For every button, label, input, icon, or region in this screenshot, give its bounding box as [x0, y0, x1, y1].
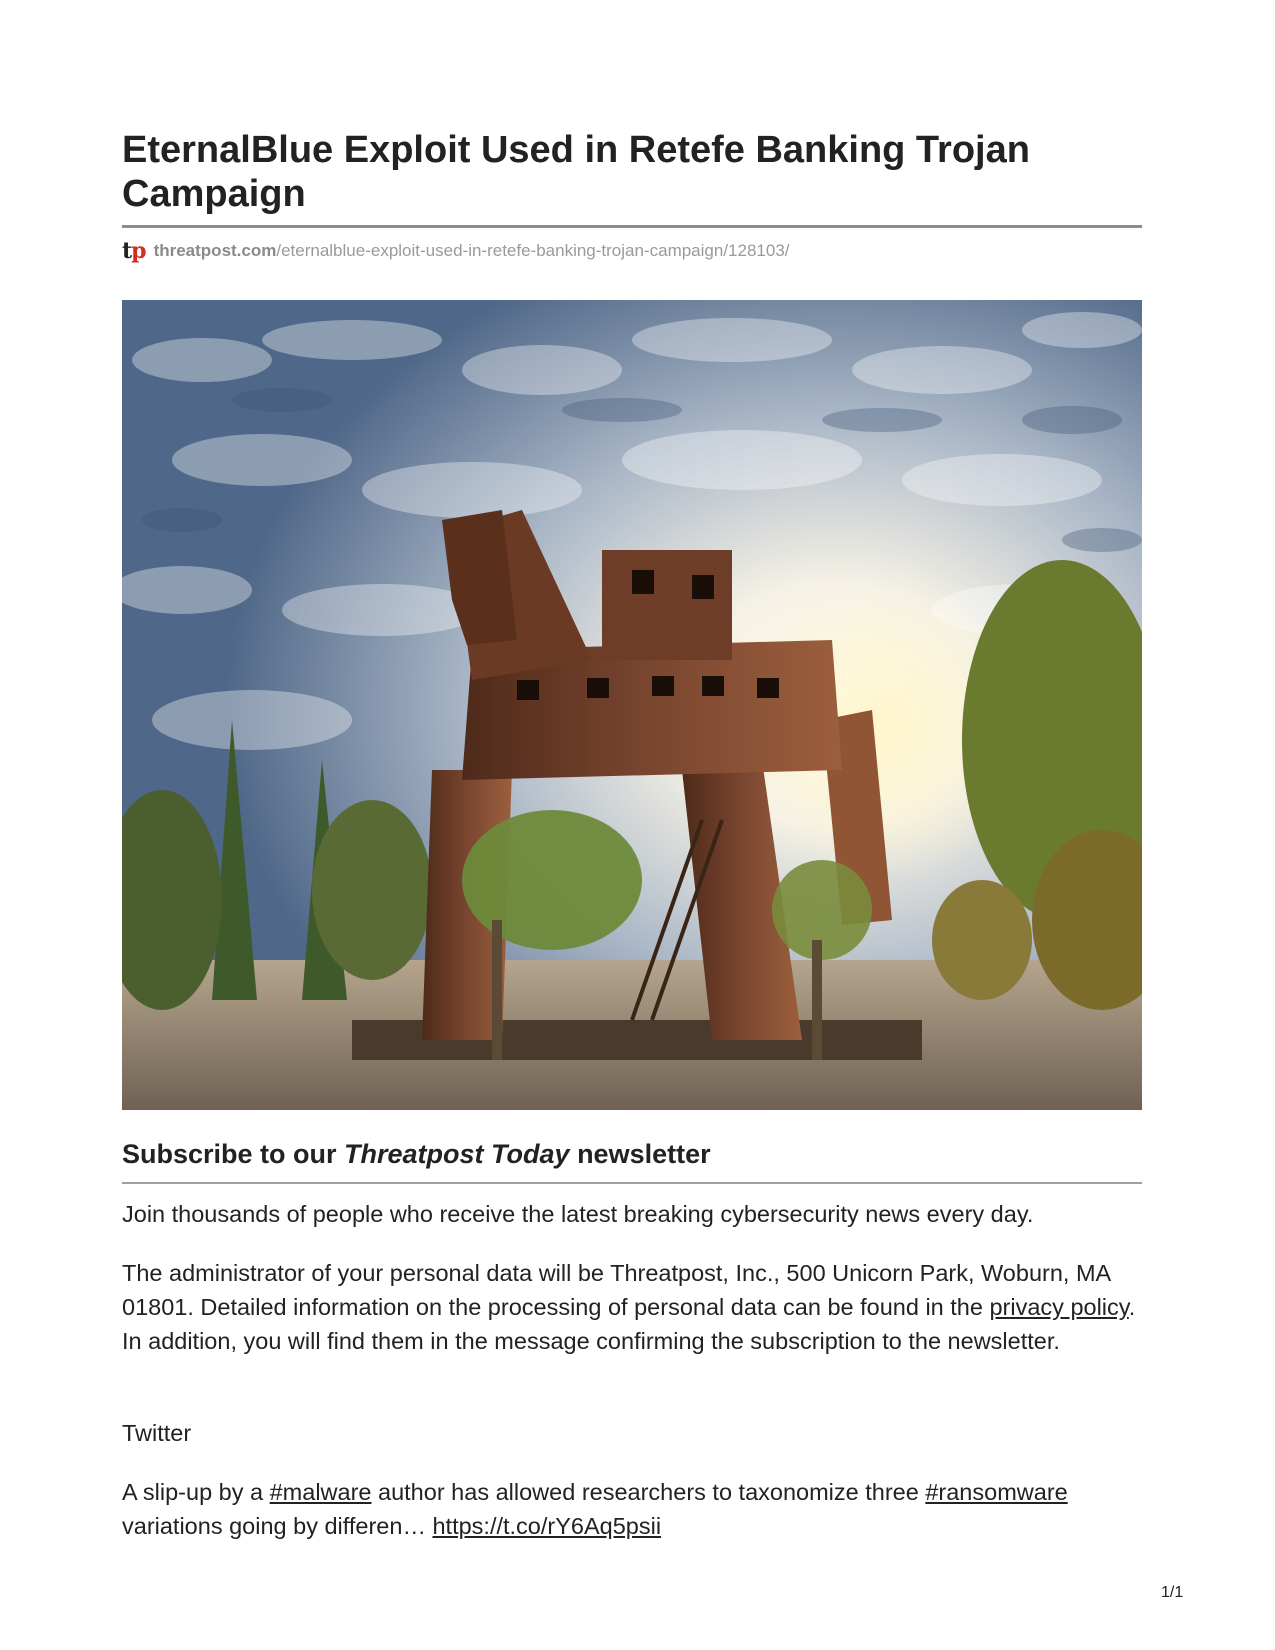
newsletter-name: Threatpost Today	[344, 1139, 570, 1169]
privacy-policy-link[interactable]: privacy policy	[989, 1294, 1129, 1320]
source-path: /eternalblue-exploit-used-in-retefe-banking-trojan-campaign/128103/	[276, 241, 790, 260]
title-divider	[122, 225, 1142, 228]
twitter-label: Twitter	[122, 1420, 192, 1446]
article-title: EternalBlue Exploit Used in Retefe Banking Trojan Campaign	[122, 129, 1030, 215]
source-domain-link[interactable]: threatpost.com	[153, 241, 277, 260]
hashtag-ransomware-link[interactable]: #ransomware	[925, 1479, 1068, 1505]
page-number: 1/1	[1161, 1584, 1184, 1601]
threatpost-logo-icon: tp	[122, 238, 146, 264]
newsletter-divider	[122, 1182, 1142, 1184]
newsletter-intro: Join thousands of people who receive the latest breaking cybersecurity news every day.	[122, 1201, 1034, 1227]
tweet-text: A slip-up by a #malware author has allowed researchers to taxonomize three #ransomware variations going by differen… https://t.co/rY6Aq5psii	[122, 1479, 1068, 1539]
hashtag-malware-link[interactable]: #malware	[269, 1479, 372, 1505]
newsletter-heading: Subscribe to our Threatpost Today newsletter	[122, 1139, 711, 1169]
hero-image	[122, 300, 1142, 1110]
tweet-url-link[interactable]: https://t.co/rY6Aq5psii	[432, 1513, 662, 1539]
source-line	[122, 238, 790, 264]
privacy-notice: The administrator of your personal data will be Threatpost, Inc., 500 Unicorn Park, Woburn, MA 01801. Detailed information on the processing of personal data can be found in the privacy policy. In addition, you will find them in the message confirming the subscription to the newsletter.	[122, 1260, 1136, 1354]
